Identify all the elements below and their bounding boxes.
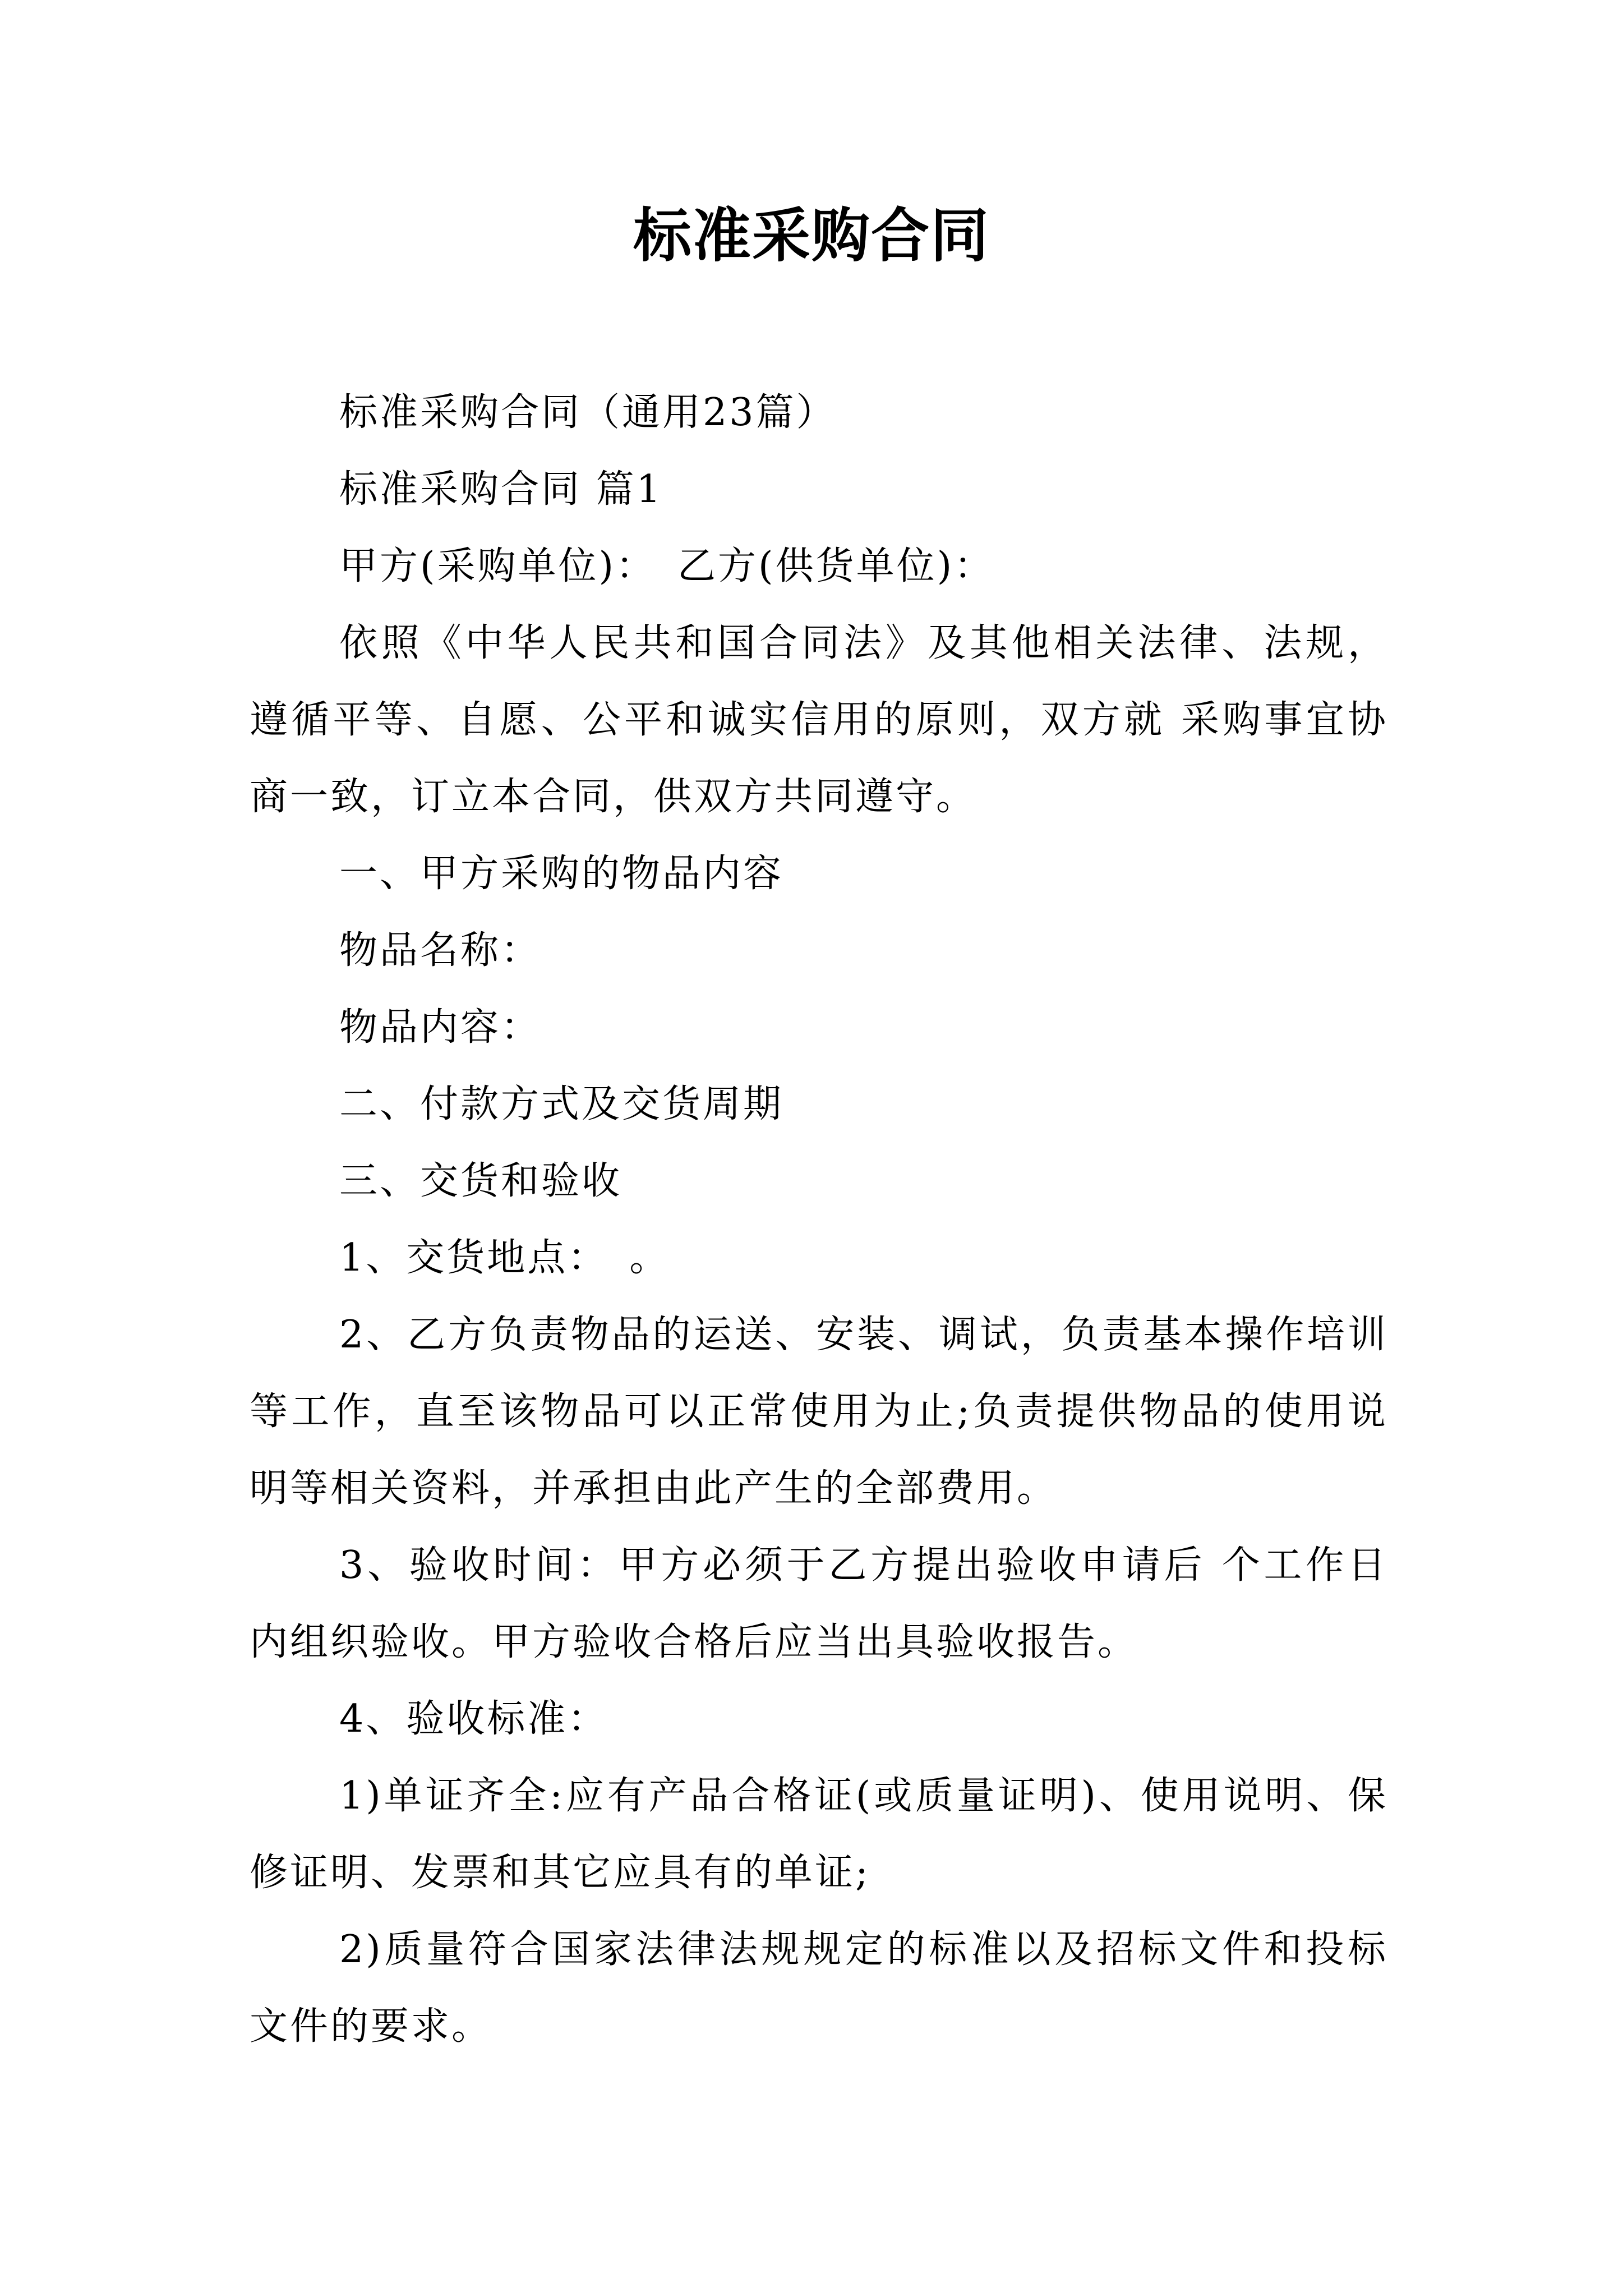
paragraph-section-heading: 标准采购合同 篇1 — [339, 467, 663, 512]
paragraph-item-name: 物品名称： — [339, 928, 542, 973]
paragraph-standard-quality: 2)质量符合国家法律法规规定的标准以及招标文件和投标文件的要求。 — [250, 1927, 1388, 2049]
paragraph-acceptance-standards: 4、验收标准： — [339, 1697, 608, 1741]
paragraph-clause-3-heading: 三、交货和验收 — [339, 1159, 623, 1203]
paragraph-clause-1-heading: 一、甲方采购的物品内容 — [339, 852, 784, 896]
paragraph-clause-2-heading: 二、付款方式及交货周期 — [339, 1082, 784, 1126]
paragraph-item-content: 物品内容： — [339, 1005, 542, 1050]
paragraph-supplier-duties: 2、乙方负责物品的运送、安装、调试，负责基本操作培训等工作，直至该物品可以正常使用为止;负责提供物品的使用说明等相关资料，并承担由此产生的全部费用。 — [250, 1313, 1388, 1511]
paragraph-preamble: 依照《中华人民共和国合同法》及其他相关法律、法规，遵循平等、自愿、公平和诚实信用的原则，双方就 采购事宜协商一致，订立本合同，供双方共同遵守。 — [250, 621, 1388, 819]
paragraph-standard-documents: 1)单证齐全:应有产品合格证(或质量证明)、使用说明、保修证明、发票和其它应具有的单证; — [250, 1774, 1388, 1895]
paragraph-acceptance-time: 3、验收时间：甲方必须于乙方提出验收申请后 个工作日内组织验收。甲方验收合格后应当出具验收报告。 — [250, 1543, 1388, 1664]
paragraph-delivery-location: 1、交货地点： 。 — [339, 1236, 670, 1280]
document-body — [250, 374, 1388, 2065]
paragraph-parties: 甲方(采购单位)： 乙方(供货单位)： — [339, 544, 995, 588]
document-title: 标准采购合同 — [633, 201, 990, 270]
paragraph-subtitle: 标准采购合同（通用23篇） — [339, 390, 837, 435]
